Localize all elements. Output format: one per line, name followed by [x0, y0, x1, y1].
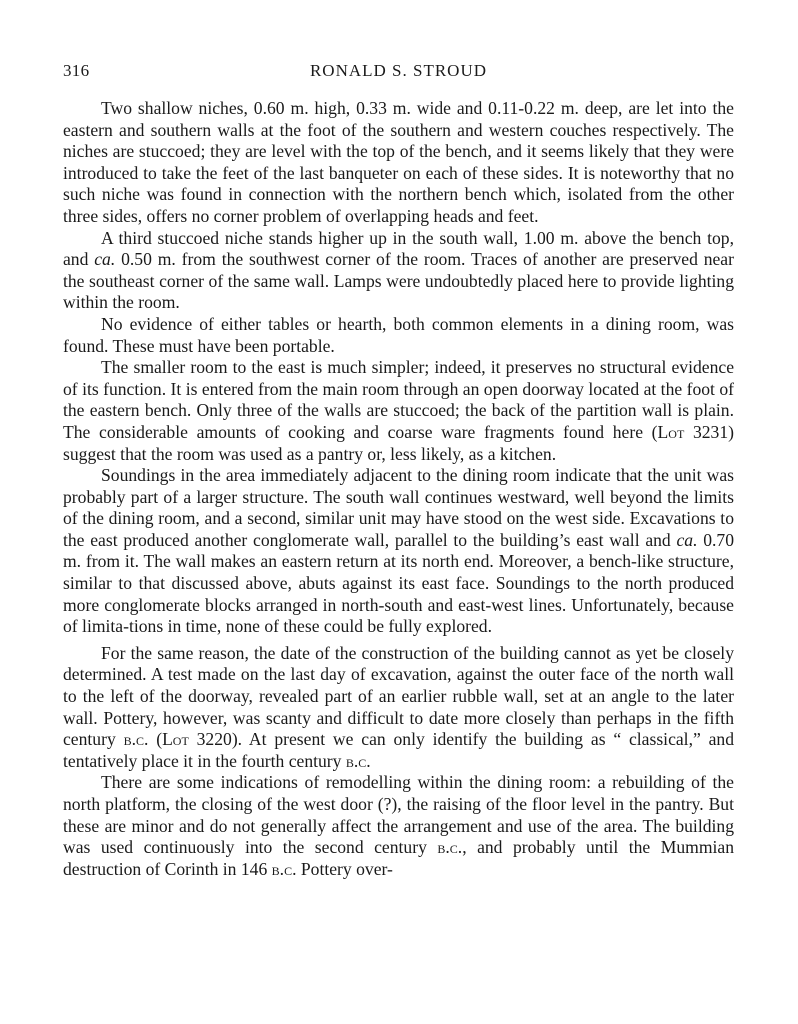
abbrev-bc: b.c.: [123, 729, 149, 750]
paragraph-dating: [63, 643, 734, 773]
abbrev-bc: b.c.: [271, 858, 297, 879]
lot-label: Lot: [657, 421, 685, 442]
running-head: RONALD S. STROUD: [309, 61, 488, 80]
text-run: 3220). At present we can only identify the building as “ classical,” and tentatively place it in the fourth century: [63, 729, 734, 771]
paragraph-remodelling: [63, 772, 734, 880]
text-run: The smaller room to the east is much simpler; indeed, it preserves no structural evidence of its function. It is entered from the main room through an open doorway located at the foot of the eastern bench. Only three of the walls are stuccoed; the back of the partition wall is plain. The considerable amounts of cooking and coarse ware fragments found here (: [63, 357, 734, 442]
body-text: [63, 98, 734, 880]
abbrev-bc: b.c.: [437, 837, 463, 858]
paragraph-third-niche: [63, 228, 734, 314]
page-number: 316: [63, 61, 90, 80]
lot-label: Lot: [162, 729, 189, 750]
abbrev-circa: ca.: [676, 529, 698, 550]
page-header: [63, 61, 734, 85]
text-run: Soundings in the area immediately adjacent to the dining room indicate that the unit was probably part of a larger structure. The south wall continues westward, well beyond the limits of the dining room, and a second, similar unit may have stood on the west side. Excavations to the east produced another conglomerate wall, parallel to the building’s east wall and: [63, 465, 734, 550]
paragraph-tables: No evidence of either tables or hearth, both common elements in a dining room, was found. These must have been portable.: [63, 313, 734, 356]
abbrev-circa: ca.: [94, 249, 116, 270]
text-run: Pottery over-: [296, 858, 393, 879]
abbrev-bc: b.c.: [345, 750, 371, 771]
text-run: For the same reason, the date of the construction of the building cannot as yet be closely determined. A test made on the last day of excavation, against the outer face of the north wall to the left of the doorway, revealed part of an earlier rubble wall, set at an angle to the later wall. Pottery, however, was scanty and difficult to date more closely than perhaps in the fifth century: [63, 642, 734, 750]
text-run: (: [148, 729, 163, 750]
text-run: There are some indications of remodelling within the dining room: a rebuilding of the north platform, the closing of the west door (?), the raising of the floor level in the pantry. But these are minor and do not generally affect the arrangement and use of the area. The building was used continuously into the second century: [63, 772, 734, 858]
text-run: 0.70 m. from it. The wall makes an eastern return at its north end. Moreover, a bench-like structure, similar to that discussed above, abuts against its east face. Soundings to the north produced more conglomerate blocks arranged in north-south and east-west lines. Unfortunately, because of limita-tions in time, none of these could be fully explored.: [63, 529, 735, 637]
paragraph-soundings: [63, 465, 734, 638]
text-run: 0.50 m. from the southwest corner of the room. Traces of another are preserved near the southeast corner of the same wall. Lamps were undoubtedly placed here to provide lighting within the room.: [63, 249, 734, 313]
text-run: A third stuccoed niche stands higher up in the south wall, 1.00 m. above the bench top, and: [63, 227, 734, 270]
paragraph-smaller-room: [63, 357, 734, 465]
paragraph-niches: Two shallow niches, 0.60 m. high, 0.33 m. wide and 0.11-0.22 m. deep, are let into the eastern and southern walls at the foot of the southern and western couches respectively. The niches are stuccoed; they are level with the top of the bench, and it seems likely that they were introduced to take the feet of the last banqueter on each of these sides. It is noteworthy that no such niche was found in connection with the northern bench which, isolated from the other three sides, offers no corner problem of overlapping heads and feet.: [63, 98, 734, 226]
text-run: , and probably until the Mummian destruction of Corinth in 146: [63, 837, 735, 879]
text-run: 3231) suggest that the room was used as a pantry or, less likely, as a kitchen.: [63, 421, 735, 464]
